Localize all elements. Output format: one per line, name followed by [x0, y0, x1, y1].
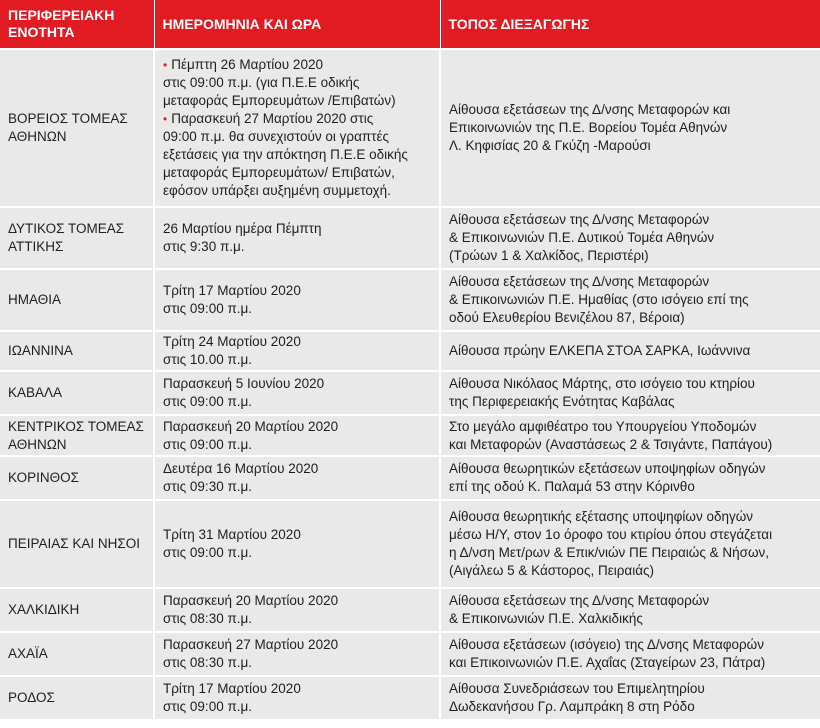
location-cell [440, 415, 820, 456]
table-row [0, 371, 820, 415]
location-text: και Επικοινωνιών Π.Ε. Αχαΐας (Σταγείρων 23, Πάτρα) [449, 655, 766, 670]
datetime-cell [154, 500, 440, 588]
location-text: μέσω Η/Υ, στον 1ο όροφο του κτιρίου όπου στεγάζεται [449, 527, 773, 542]
datetime-text: εφόσον υπάρξει αυξημένη συμμετοχή. [163, 183, 391, 198]
location-text: & Επικοινωνιών Π.Ε. Δυτικού Τομέα Αθηνών [449, 230, 715, 245]
location-text: (Τρώων 1 & Χαλκίδος, Περιστέρι) [449, 248, 649, 263]
table-row [0, 207, 820, 269]
location-text: Αίθουσα Συνεδριάσεων του Επιμελητηρίου [449, 681, 705, 696]
datetime-text: εξετάσεις για την απόκτηση Π.Ε.Ε οδικής [163, 147, 408, 162]
header-datetime [154, 0, 440, 49]
datetime-text: 26 Μαρτίου ημέρα Πέμπτη [163, 221, 322, 236]
datetime-text: Παρασκευή 27 Μαρτίου 2020 στις [171, 111, 374, 126]
location-text: & Επικοινωνιών Π.Ε. Ημαθίας (στο ισόγειο επί της [449, 292, 749, 307]
region-text: ΠΕΙΡΑΙΑΣ ΚΑΙ ΝΗΣΟΙ [8, 536, 140, 551]
location-text: Αίθουσα εξετάσεων της Δ/νσης Μεταφορών [449, 212, 710, 227]
header-text: ΠΕΡΙΦΕΡΕΙΑΚΗ [8, 7, 115, 23]
datetime-text [163, 110, 431, 128]
region-text: ΑΘΗΝΩΝ [8, 129, 67, 144]
datetime-text: Τρίτη 17 Μαρτίου 2020 [163, 283, 301, 298]
table-row [0, 456, 820, 500]
location-text: Στο μεγάλο αμφιθέατρο του Υπουργείου Υποδομών [449, 418, 757, 434]
table-row [0, 269, 820, 331]
datetime-text: μεταφοράς Εμπορευμάτων /Επιβατών) [163, 93, 396, 108]
location-cell [440, 207, 820, 269]
region-cell [0, 415, 154, 456]
region-text: ΡΟΔΟΣ [8, 690, 55, 705]
datetime-cell [154, 49, 440, 207]
datetime-text: στις 10.00 π.μ. [163, 352, 253, 367]
location-text: Αίθουσα θεωρητικών εξετάσεων υποψηφίων οδηγών [449, 461, 766, 476]
datetime-cell [154, 676, 440, 720]
region-text: ΔΥΤΙΚΟΣ ΤΟΜΕΑΣ [8, 221, 125, 236]
location-text: Αίθουσα εξετάσεων της Δ/νσης Μεταφορών [449, 593, 710, 608]
datetime-text: στις 09:00 π.μ. [163, 301, 253, 316]
header-text: ΤΟΠΟΣ ΔΙΕΞΑΓΩΓΗΣ [448, 15, 590, 32]
datetime-text: στις 09:00 π.μ. (για Π.Ε.Ε οδικής [163, 75, 360, 90]
region-text: ΚΑΒΑΛΑ [8, 385, 63, 400]
datetime-text: Παρασκευή 27 Μαρτίου 2020 [163, 637, 339, 652]
location-cell [440, 500, 820, 588]
header-location [440, 0, 820, 49]
datetime-cell [154, 415, 440, 456]
region-cell [0, 331, 154, 371]
datetime-text: Τρίτη 31 Μαρτίου 2020 [163, 527, 301, 542]
datetime-text: 09:00 π.μ. θα συνεχιστούν οι γραπτές [163, 129, 390, 144]
region-text: ΑΧΑΪΑ [8, 646, 48, 661]
region-text: ΑΘΗΝΩΝ [8, 436, 67, 452]
datetime-cell [154, 632, 440, 676]
location-text: της Περιφερειακής Ενότητας Καβάλας [449, 394, 675, 409]
location-cell [440, 588, 820, 632]
location-text: Αίθουσα θεωρητικής εξέτασης υποψηφίων οδηγών [449, 509, 754, 524]
datetime-text: Παρασκευή 5 Ιουνίου 2020 [163, 376, 325, 391]
location-text: Λ. Κηφισίας 20 & Γκύζη -Μαρούσι [449, 138, 651, 153]
location-cell [440, 331, 820, 371]
region-cell [0, 632, 154, 676]
datetime-cell [154, 207, 440, 269]
datetime-text: στις 9:30 π.μ. [163, 239, 245, 254]
datetime-cell [154, 331, 440, 371]
datetime-text: στις 09:00 π.μ. [163, 545, 253, 560]
table-row [0, 331, 820, 371]
location-text: η Δ/νση Μετ/ρων & Επικ/νιών ΠΕ Πειραιώς & Νήσων, [449, 545, 769, 560]
location-cell [440, 371, 820, 415]
location-text: Δωδεκανήσου Γρ. Λαμπράκη 8 στη Ρόδο [449, 699, 695, 714]
datetime-text: μεταφοράς Εμπορευμάτων/ Επιβατών, [163, 165, 395, 180]
location-cell [440, 632, 820, 676]
location-cell [440, 456, 820, 500]
region-text: ΑΤΤΙΚΗΣ [8, 239, 64, 254]
datetime-text: Παρασκευή 20 Μαρτίου 2020 [163, 418, 339, 434]
region-cell [0, 371, 154, 415]
table-row [0, 632, 820, 676]
location-text: Επικοινωνιών της Π.Ε. Βορείου Τομέα Αθηνών [449, 120, 728, 135]
datetime-text: στις 09:00 π.μ. [163, 394, 253, 409]
location-text: (Αιγάλεω 5 & Κάστορος, Πειραιάς) [449, 563, 655, 578]
datetime-text: Πέμπτη 26 Μαρτίου 2020 [171, 57, 323, 72]
location-cell [440, 49, 820, 207]
datetime-text: στις 09:30 π.μ. [163, 479, 253, 494]
location-text: Αίθουσα Νικόλαος Μάρτης, στο ισόγειο του κτηρίου [449, 376, 755, 391]
region-cell [0, 588, 154, 632]
location-cell [440, 269, 820, 331]
bullet-icon: • [163, 112, 168, 126]
table-header-row [0, 0, 820, 49]
location-text: Αίθουσα εξετάσεων (ισόγειο) της Δ/νσης Μεταφορών [449, 637, 764, 652]
header-text: ΕΝΟΤΗΤΑ [8, 24, 75, 40]
datetime-text: Τρίτη 24 Μαρτίου 2020 [163, 334, 301, 349]
datetime-cell [154, 269, 440, 331]
region-text: ΒΟΡΕΙΟΣ ΤΟΜΕΑΣ [8, 111, 128, 126]
table-row [0, 415, 820, 456]
header-text: ΗΜΕΡΟΜΗΝΙΑ ΚΑΙ ΩΡΑ [162, 15, 322, 32]
region-text: ΗΜΑΘΙΑ [8, 292, 61, 307]
location-text: Αίθουσα πρώην ΕΛΚΕΠΑ ΣΤΟΑ ΣΑΡΚΑ, Ιωάννινα [449, 343, 751, 358]
region-text: ΚΕΝΤΡΙΚΟΣ ΤΟΜΕΑΣ [8, 418, 144, 434]
table-row [0, 588, 820, 632]
location-cell [440, 676, 820, 720]
location-text: και Μεταφορών (Αναστάσεως 2 & Τσιγάντε, Παπάγου) [449, 436, 773, 452]
datetime-bullet-item [163, 110, 431, 200]
datetime-text: στις 09:00 π.μ. [163, 436, 253, 452]
datetime-cell [154, 371, 440, 415]
table-row [0, 49, 820, 207]
region-text: ΧΑΛΚΙΔΙΚΗ [8, 602, 80, 617]
region-text: ΙΩΑΝΝΙΝΑ [8, 343, 73, 358]
region-cell [0, 269, 154, 331]
bullet-icon: • [163, 58, 168, 72]
datetime-text: Τρίτη 17 Μαρτίου 2020 [163, 681, 301, 696]
datetime-text: Παρασκευή 20 Μαρτίου 2020 [163, 593, 339, 608]
region-cell [0, 456, 154, 500]
datetime-cell [154, 588, 440, 632]
datetime-cell [154, 456, 440, 500]
location-text: Αίθουσα εξετάσεων της Δ/νσης Μεταφορών [449, 274, 710, 289]
location-text: επί της οδού Κ. Παλαμά 53 στην Κόρινθο [449, 479, 695, 494]
region-cell [0, 207, 154, 269]
location-text: οδού Ελευθερίου Βενιζέλου 87, Βέροια) [449, 310, 685, 325]
table-row [0, 676, 820, 720]
datetime-text [163, 56, 431, 74]
region-cell [0, 500, 154, 588]
region-cell [0, 49, 154, 207]
region-text: ΚΟΡΙΝΘΟΣ [8, 470, 79, 485]
table-row [0, 500, 820, 588]
datetime-text: Δευτέρα 16 Μαρτίου 2020 [163, 461, 319, 476]
datetime-bullet-item [163, 56, 431, 110]
header-region [0, 0, 154, 49]
location-text: Αίθουσα εξετάσεων της Δ/νσης Μεταφορών και [449, 102, 731, 117]
datetime-text: στις 09:00 π.μ. [163, 699, 253, 714]
location-text: & Επικοινωνιών Π.Ε. Χαλκιδικής [449, 611, 643, 626]
datetime-text: στις 08:30 π.μ. [163, 655, 253, 670]
datetime-text: στις 08:30 π.μ. [163, 611, 253, 626]
region-cell [0, 676, 154, 720]
